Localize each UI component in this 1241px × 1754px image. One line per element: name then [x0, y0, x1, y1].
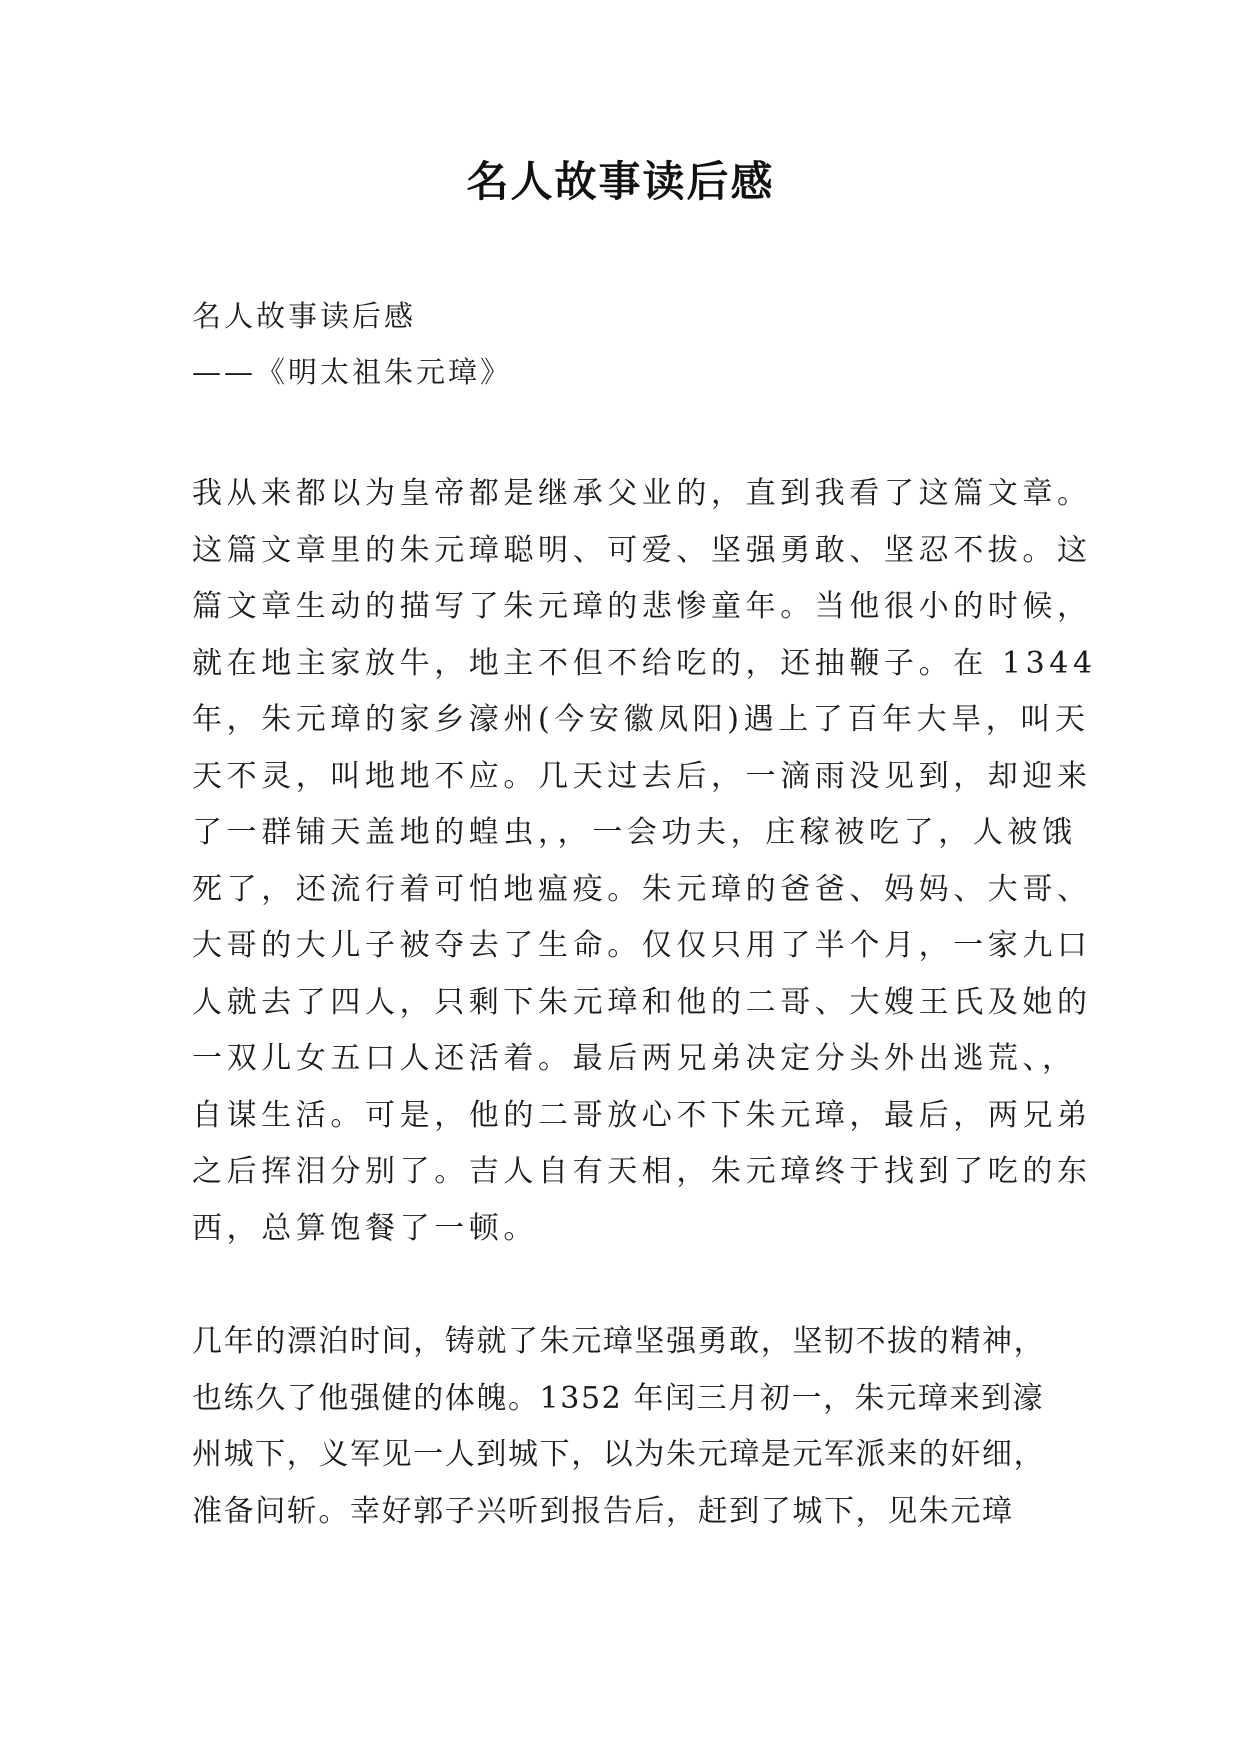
text-line: 也练久了他强健的体魄。1352 年闰三月初一，朱元璋来到濠 [192, 1380, 1045, 1416]
text-line: 死了，还流行着可怕地瘟疫。朱元璋的爸爸、妈妈、大哥、 [192, 871, 1092, 907]
text-line: 西，总算饱餐了一顿。 [192, 1210, 538, 1246]
text-line: 了一群铺天盖地的蝗虫，，一会功夫，庄稼被吃了，人被饿 [192, 815, 1077, 850]
text-line: 年，朱元璋的家乡濠州(今安徽凤阳)遇上了百年大旱，叫天 [192, 702, 1090, 737]
text-line: 就在地主家放牛，地主不但不给吃的，还抽鞭子。在 1344 [192, 645, 1097, 681]
text-line: 几年的漂泊时间，铸就了朱元璋坚强勇敢，坚韧不拔的精神， [192, 1324, 1046, 1359]
text-line: 天不灵，叫地地不应。几天过去后，一滴雨没见到，却迎来 [192, 758, 1092, 794]
text-line: 之后挥泪分别了。吉人自有天相，朱元璋终于找到了吃的东 [192, 1154, 1092, 1189]
book-title: ——《明太祖朱元璋》 [192, 355, 513, 389]
text-line: 这篇文章里的朱元璋聪明、可爱、坚强勇敢、坚忍不拔。这 [192, 532, 1092, 568]
text-line: 我从来都以为皇帝都是继承父业的，直到我看了这篇文章。 [192, 476, 1092, 511]
paragraph-1 [192, 466, 1097, 1257]
text-line: 人就去了四人，只剩下朱元璋和他的二哥、大嫂王氏及她的 [192, 984, 1092, 1020]
text-line: 州城下，义军见一人到城下，以为朱元璋是元军派来的奸细， [192, 1437, 1046, 1472]
text-line: 一双儿女五口人还活着。最后两兄弟决定分头外出逃荒、， [192, 1041, 1077, 1076]
text-line: 准备问斩。幸好郭子兴听到报告后，赶到了城下，见朱元璋 [192, 1493, 1014, 1529]
text-line: 篇文章生动的描写了朱元璋的悲惨童年。当他很小的时候， [192, 589, 1092, 624]
subtitle: 名人故事读后感 [192, 299, 417, 333]
text-line: 大哥的大儿子被夺去了生命。仅仅只用了半个月，一家九口 [192, 928, 1092, 963]
page-title: 名人故事读后感 [466, 157, 775, 206]
paragraph-2 [192, 1314, 1052, 1540]
text-line: 自谋生活。可是，他的二哥放心不下朱元璋，最后，两兄弟 [192, 1097, 1092, 1133]
